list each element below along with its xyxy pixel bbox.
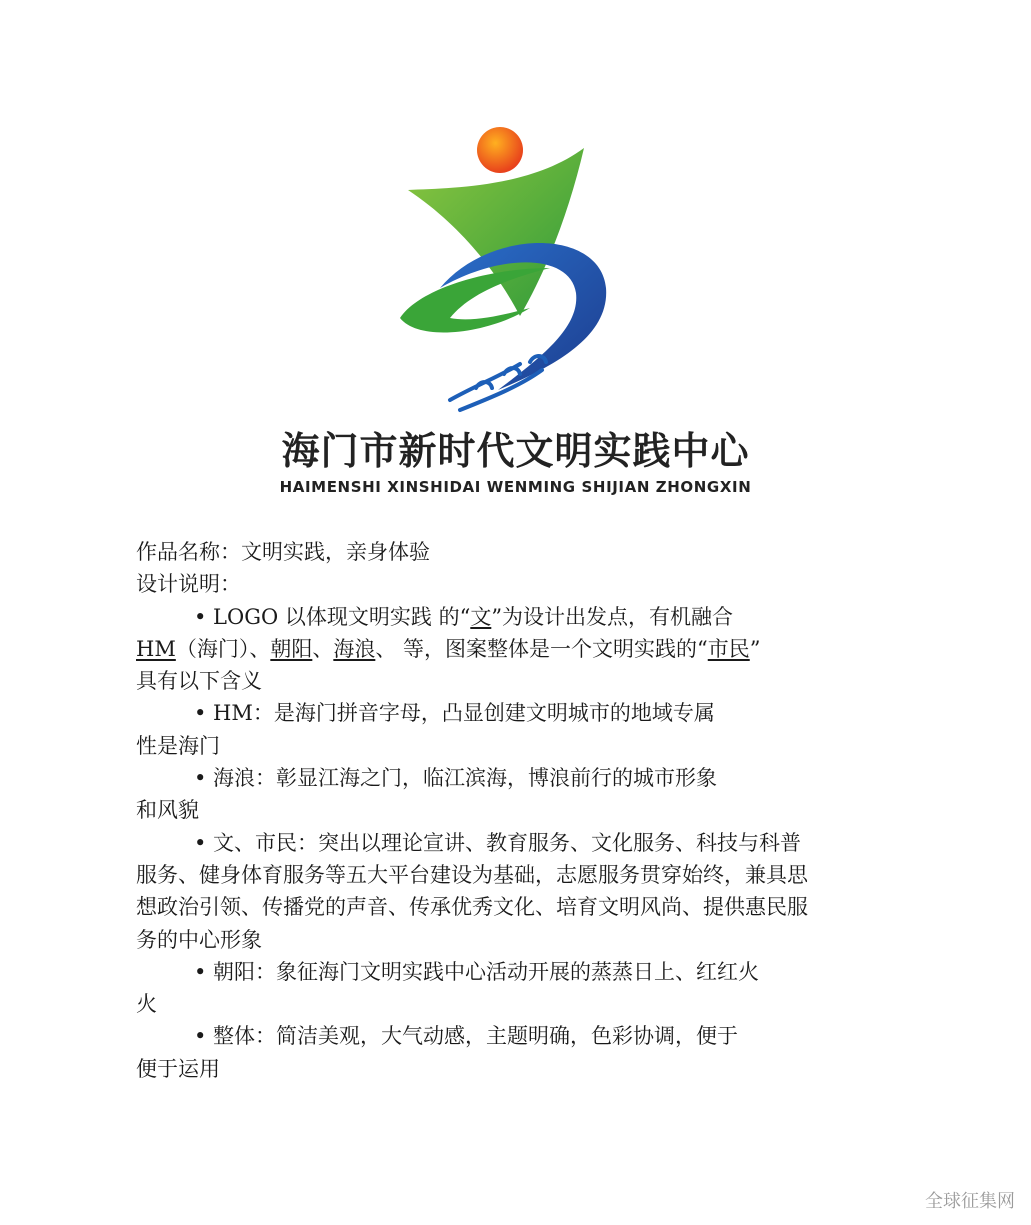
design-label: 设计说明： — [136, 572, 241, 597]
green-sail-shape — [408, 148, 584, 316]
work-title-label: 作品名称： — [136, 540, 241, 564]
para3-line1: • 海浪：彰显江海之门，临江滨海，博浪前行的城市形象 — [194, 766, 718, 791]
org-pinyin: HAIMENSHI XINSHIDAI WENMING SHIJIAN ZHONGXIN — [279, 478, 752, 496]
watermark: 全球征集网 — [925, 1191, 1015, 1212]
para1-text-e: 、 等，图案整体是一个文明实践的“ — [375, 636, 708, 661]
para1-text-b: ”为设计出发点，有机融合 — [491, 604, 734, 629]
para1-keyword-shimin: 市民 — [707, 636, 750, 661]
logo-graphic — [380, 118, 640, 418]
para1-keyword-hm: HM — [136, 636, 176, 661]
para1-line3: 具有以下含义 — [136, 669, 262, 694]
para1-keyword-chaoyang: 朝阳 — [270, 636, 313, 661]
org-name: 海门市新时代文明实践中心 — [281, 429, 750, 473]
sun-shape — [477, 127, 523, 173]
work-title-line — [136, 536, 906, 568]
work-title-value: 文明实践，亲身体验 — [241, 540, 430, 564]
para1-line1 — [136, 601, 906, 633]
para5-line1: • 朝阳：象征海门文明实践中心活动开展的蒸蒸日上、红红火 — [194, 959, 760, 984]
para6-line2: 便于运用 — [136, 1056, 220, 1081]
logo-emblem — [380, 118, 640, 418]
para2-line2: 性是海门 — [136, 733, 220, 758]
para4-line1: • 文、市民：突出以理论宣讲、教育服务、文化服务、科技与科普 — [194, 830, 802, 855]
design-description — [136, 536, 906, 1085]
para1-text-d: 、 — [312, 636, 334, 661]
para1-text-c: （海门）、 — [175, 636, 271, 661]
para1-text-f: ” — [749, 636, 761, 661]
para4-line2: 服务、健身体育服务等五大平台建设为基础，志愿服务贯穿始终，兼具思 — [136, 862, 808, 887]
para1-text-a: • LOGO 以体现文明实践 的“ — [194, 604, 471, 629]
para6-line1: • 整体：简洁美观，大气动感，主题明确，色彩协调，便于 — [194, 1024, 739, 1049]
para2-line1: • HM：是海门拼音字母，凸显创建文明城市的地域专属 — [194, 701, 715, 726]
para5-line2: 火 — [136, 992, 157, 1017]
para3-line2: 和风貌 — [136, 798, 199, 823]
para1-line2 — [136, 633, 906, 665]
para1-keyword-wen: 文 — [470, 604, 492, 629]
para4-line4: 务的中心形象 — [136, 927, 262, 952]
para4-line3: 想政治引领、传播党的声音、传承优秀文化、培育文明风尚、提供惠民服 — [136, 895, 808, 920]
para1-keyword-hailang: 海浪 — [333, 636, 376, 661]
